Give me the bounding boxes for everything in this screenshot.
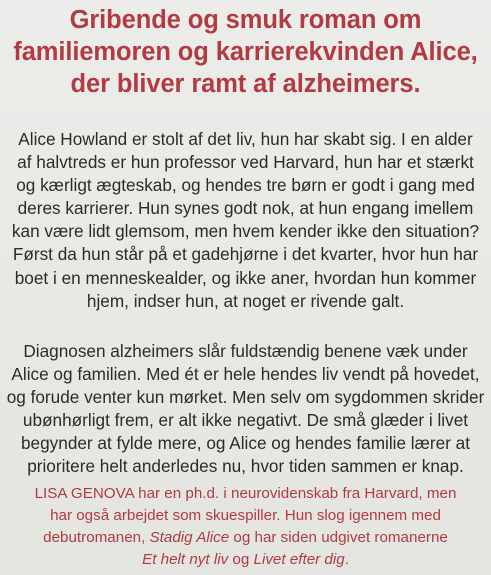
synopsis-line: ubønhørligt frem, er alt ikke negativt. De små glæder i livet <box>22 410 469 431</box>
synopsis-paragraph-2 <box>0 340 491 479</box>
synopsis-line: Alice Howland er stolt af det liv, hun har skabt sig. I en alder <box>18 129 473 149</box>
bio-text: . <box>344 551 349 568</box>
book-title-livet-efter-dig: Livet efter dig <box>253 551 345 568</box>
synopsis-line: og forude venter kun mørket. Men selv om sygdommen skrider <box>6 387 485 408</box>
synopsis-line: boet i en menneskealder, og ikke aner, hvordan hun kommer <box>14 267 477 288</box>
book-title-et-helt-nyt-liv: Et helt nyt liv <box>142 551 229 568</box>
author-bio-line-4 <box>0 549 491 571</box>
bio-text: debutromanen, <box>43 529 150 546</box>
bio-text: og <box>228 551 254 568</box>
synopsis-line: Først da hun står på et gadehjørne i det kvarter, hvor hun har <box>12 244 479 265</box>
author-bio-line-3 <box>0 527 491 549</box>
synopsis-line: begynder at fylde mere, og Alice og hendes familie lærer at <box>20 433 471 454</box>
bio-text: og har siden udgivet romanerne <box>229 529 448 546</box>
synopsis-line: deres karrierer. Hun synes godt nok, at hun engang imellem <box>17 198 474 219</box>
synopsis-line: prioritere helt anderledes nu, hvor tiden sammen er knap. <box>27 456 464 477</box>
author-bio-line-1: LISA GENOVA har en ph.d. i neurovidenskab fra Harvard, men <box>34 485 457 502</box>
synopsis-line: Diagnosen alzheimers slår fuldstændig benene væk under <box>23 341 468 361</box>
synopsis-line: af halvtreds er hun professor ved Harvard, hun har et stærkt <box>17 152 474 173</box>
synopsis-paragraph-1 <box>0 128 491 313</box>
headline-line-3: der bliver ramt af alzheimers. <box>70 70 421 98</box>
headline-line-2: familiemoren og karrierekvinden Alice, <box>13 38 478 66</box>
author-bio-line-2: har også arbejdet som skuespiller. Hun slog igennem med <box>50 507 441 524</box>
synopsis-line: hjem, indser hun, at noget er rivende galt. <box>86 290 405 311</box>
synopsis-line: og kærligt ægteskab, og hendes tre børn er godt i gang med <box>16 175 475 196</box>
headline <box>0 4 491 100</box>
synopsis-line: kan være lidt glemsom, men hvem kender ikke den situation? <box>11 221 480 242</box>
headline-line-1: Gribende og smuk roman om <box>69 6 422 34</box>
author-bio <box>0 483 491 571</box>
book-title-stadig-alice: Stadig Alice <box>149 529 230 546</box>
synopsis-line: Alice og familien. Med ét er hele hendes liv vendt på hovedet, <box>11 364 480 385</box>
